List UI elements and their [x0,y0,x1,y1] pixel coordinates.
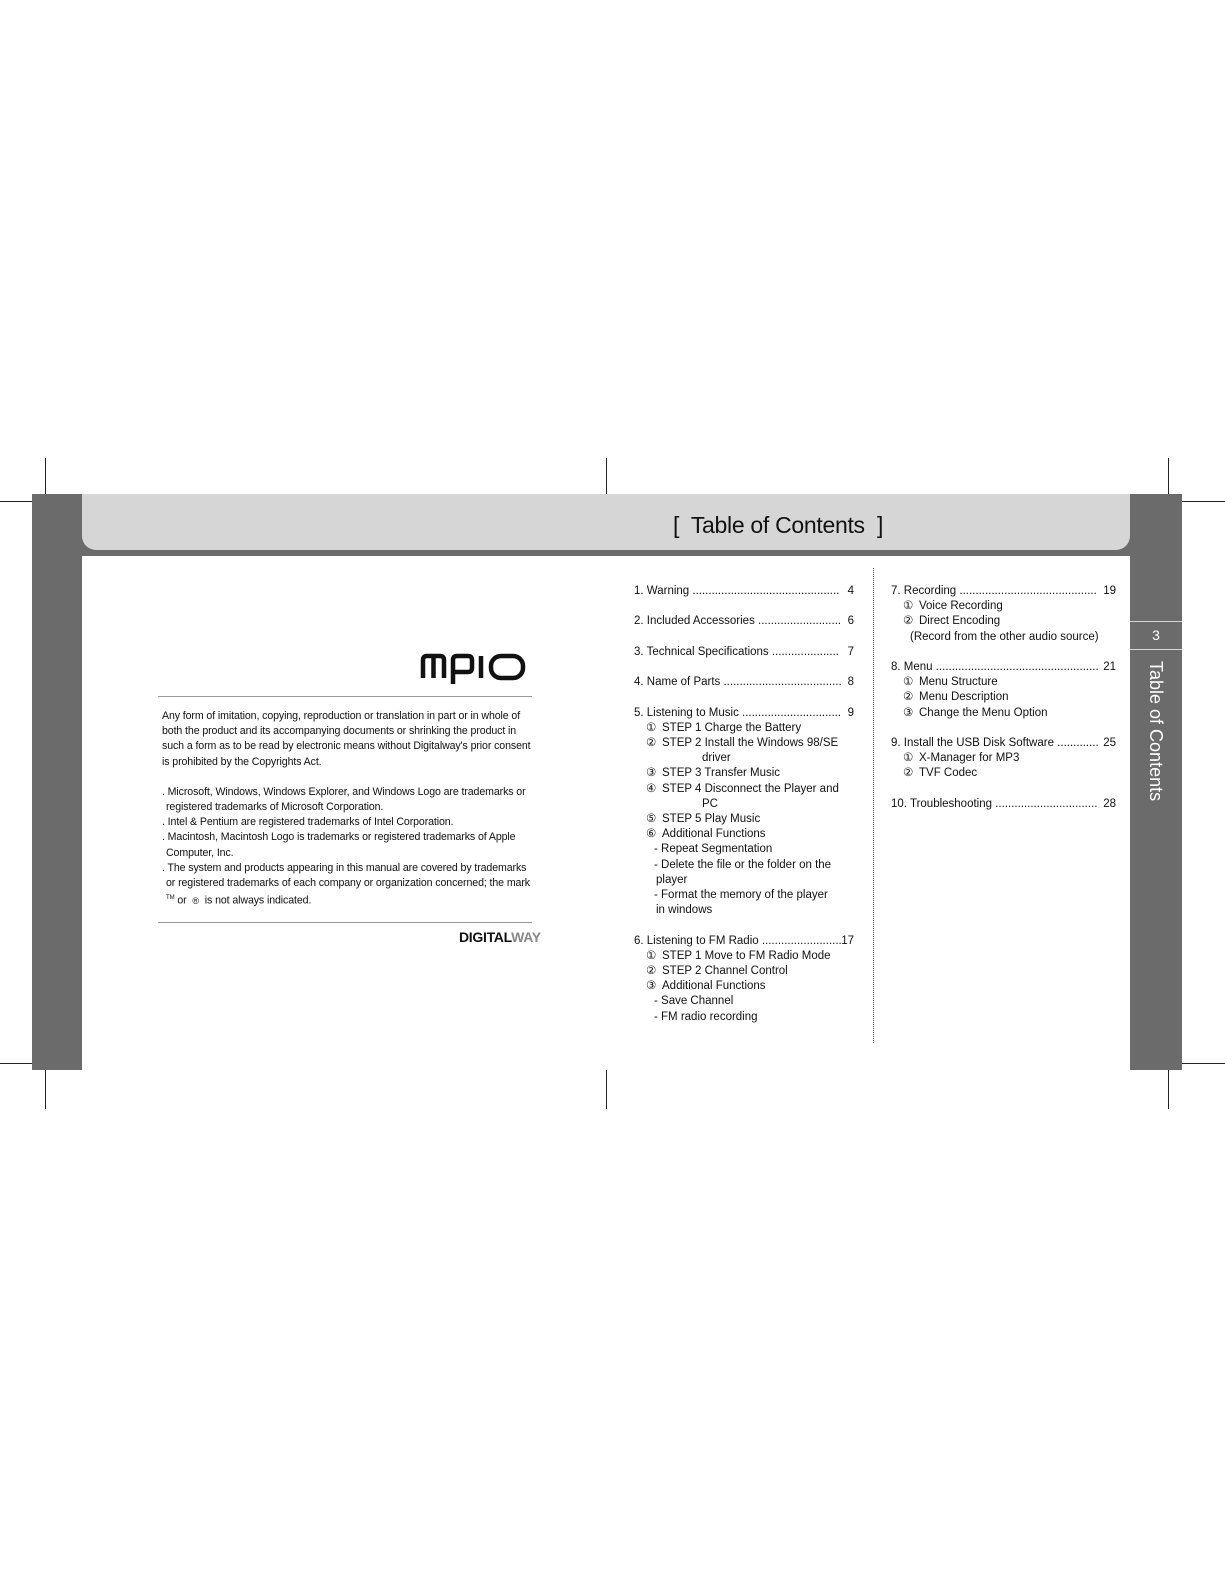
legal-notice [162,709,532,909]
toc-subentry[interactable]: ④ STEP 4 Disconnect the Player and [646,782,839,795]
toc-subentry: driver [702,752,731,765]
toc-subentry[interactable]: ① STEP 1 Move to FM Radio Mode [646,949,831,962]
column-divider [873,568,874,1043]
toc-subitem: in windows [656,904,713,917]
divider-bottom [158,922,532,923]
divider-top [158,696,532,697]
toc-subentry[interactable]: ① X-Manager for MP3 [903,752,1020,765]
toc-subentry[interactable]: ③ Change the Menu Option [903,706,1048,719]
trademark-line: . Microsoft, Windows, Windows Explorer, and Windows Logo are trademarks or [162,785,526,798]
header-bar [82,494,1130,550]
tm-symbol: TM [166,895,175,902]
trademark-line: . Macintosh, Macintosh Logo is trademarks or registered trademarks of Apple [162,831,516,844]
digitalway-logo: DIGITALWAY [459,929,541,945]
toc-column-left [634,584,854,1025]
toc-subitem[interactable]: - FM radio recording [654,1010,758,1023]
toc-note: (Record from the other audio source) [910,630,1099,643]
toc-subentry[interactable]: ② STEP 2 Install the Windows 98/SE [646,736,839,749]
copyright-text: Any form of imitation, copying, reproduction or translation in part or in whole of both the product and its accompanying documents or shrinking the product in such a form as to be read by electronic means without Digitalway's prior consent is prohibited by the Copyrights Act. [162,710,531,768]
toc-entry[interactable]: 9. Install the USB Disk Software ............. 25 [891,737,1116,749]
registered-symbol: ® [192,895,199,906]
toc-entry[interactable]: 4. Name of Parts ..................................... 8 [634,676,854,689]
toc-subentry[interactable]: ⑤ STEP 5 Play Music [646,812,761,825]
toc-entry[interactable]: 6. Listening to FM Radio ......................... 17 [634,934,854,947]
toc-subentry[interactable]: ② Menu Description [903,691,1009,704]
toc-subentry[interactable]: ① Menu Structure [903,676,998,689]
toc-subentry[interactable]: ③ STEP 3 Transfer Music [646,767,781,780]
toc-subitem[interactable]: - Save Channel [654,995,734,1008]
toc-subentry[interactable]: ③ Additional Functions [646,980,766,993]
page-title: [ Table of Contents ] [673,512,884,538]
trademark-line: or registered trademarks of each company or organization concerned; the mark [166,877,530,890]
toc-entry[interactable]: 1. Warning .............................................. 4 [634,585,854,597]
toc-entry[interactable]: 3. Technical Specifications ..................... 7 [634,645,854,658]
trademark-line: registered trademarks of Microsoft Corporation. [166,801,384,814]
side-section-label: Table of Contents [1146,660,1166,802]
toc-entry[interactable]: 2. Included Accessories .......................... 6 [634,615,854,628]
mpio-logo [420,648,528,684]
toc-subentry[interactable]: ② STEP 2 Channel Control [646,965,788,977]
toc-subentry[interactable]: ② TVF Codec [903,767,978,780]
toc-entry[interactable]: 7. Recording ........................................... 19 [891,585,1116,597]
toc-entry[interactable]: 5. Listening to Music ............................... 9 [634,706,854,719]
toc-subitem[interactable]: - Format the memory of the player [654,889,828,901]
right-side-band [1130,494,1182,1070]
toc-entry[interactable]: 8. Menu ................................................... 21 [891,661,1116,673]
trademark-line: Computer, Inc. [166,846,234,859]
page-number: 3 [1130,621,1182,650]
toc-subitem[interactable]: - Delete the file or the folder on the [654,858,832,871]
trademark-line: ™ or ® is not always indicated. [166,894,312,907]
toc-subentry[interactable]: ① STEP 1 Charge the Battery [646,721,802,734]
toc-entry[interactable]: 10. Troubleshooting ................................ 28 [891,797,1116,810]
toc-subitem[interactable]: - Repeat Segmentation [654,843,773,856]
toc-subentry[interactable]: ① Voice Recording [903,600,1003,613]
trademark-line: . The system and products appearing in this manual are covered by trademarks [162,861,527,874]
toc-subentry: PC [702,797,718,810]
toc-subitem: player [656,873,688,886]
toc-column-right [891,584,1116,812]
toc-subentry[interactable]: ② Direct Encoding [903,615,1001,628]
toc-subentry[interactable]: ⑥ Additional Functions [646,828,766,841]
trademark-line: . Intel & Pentium are registered trademarks of Intel Corporation. [162,816,454,829]
left-side-band [32,494,82,1070]
